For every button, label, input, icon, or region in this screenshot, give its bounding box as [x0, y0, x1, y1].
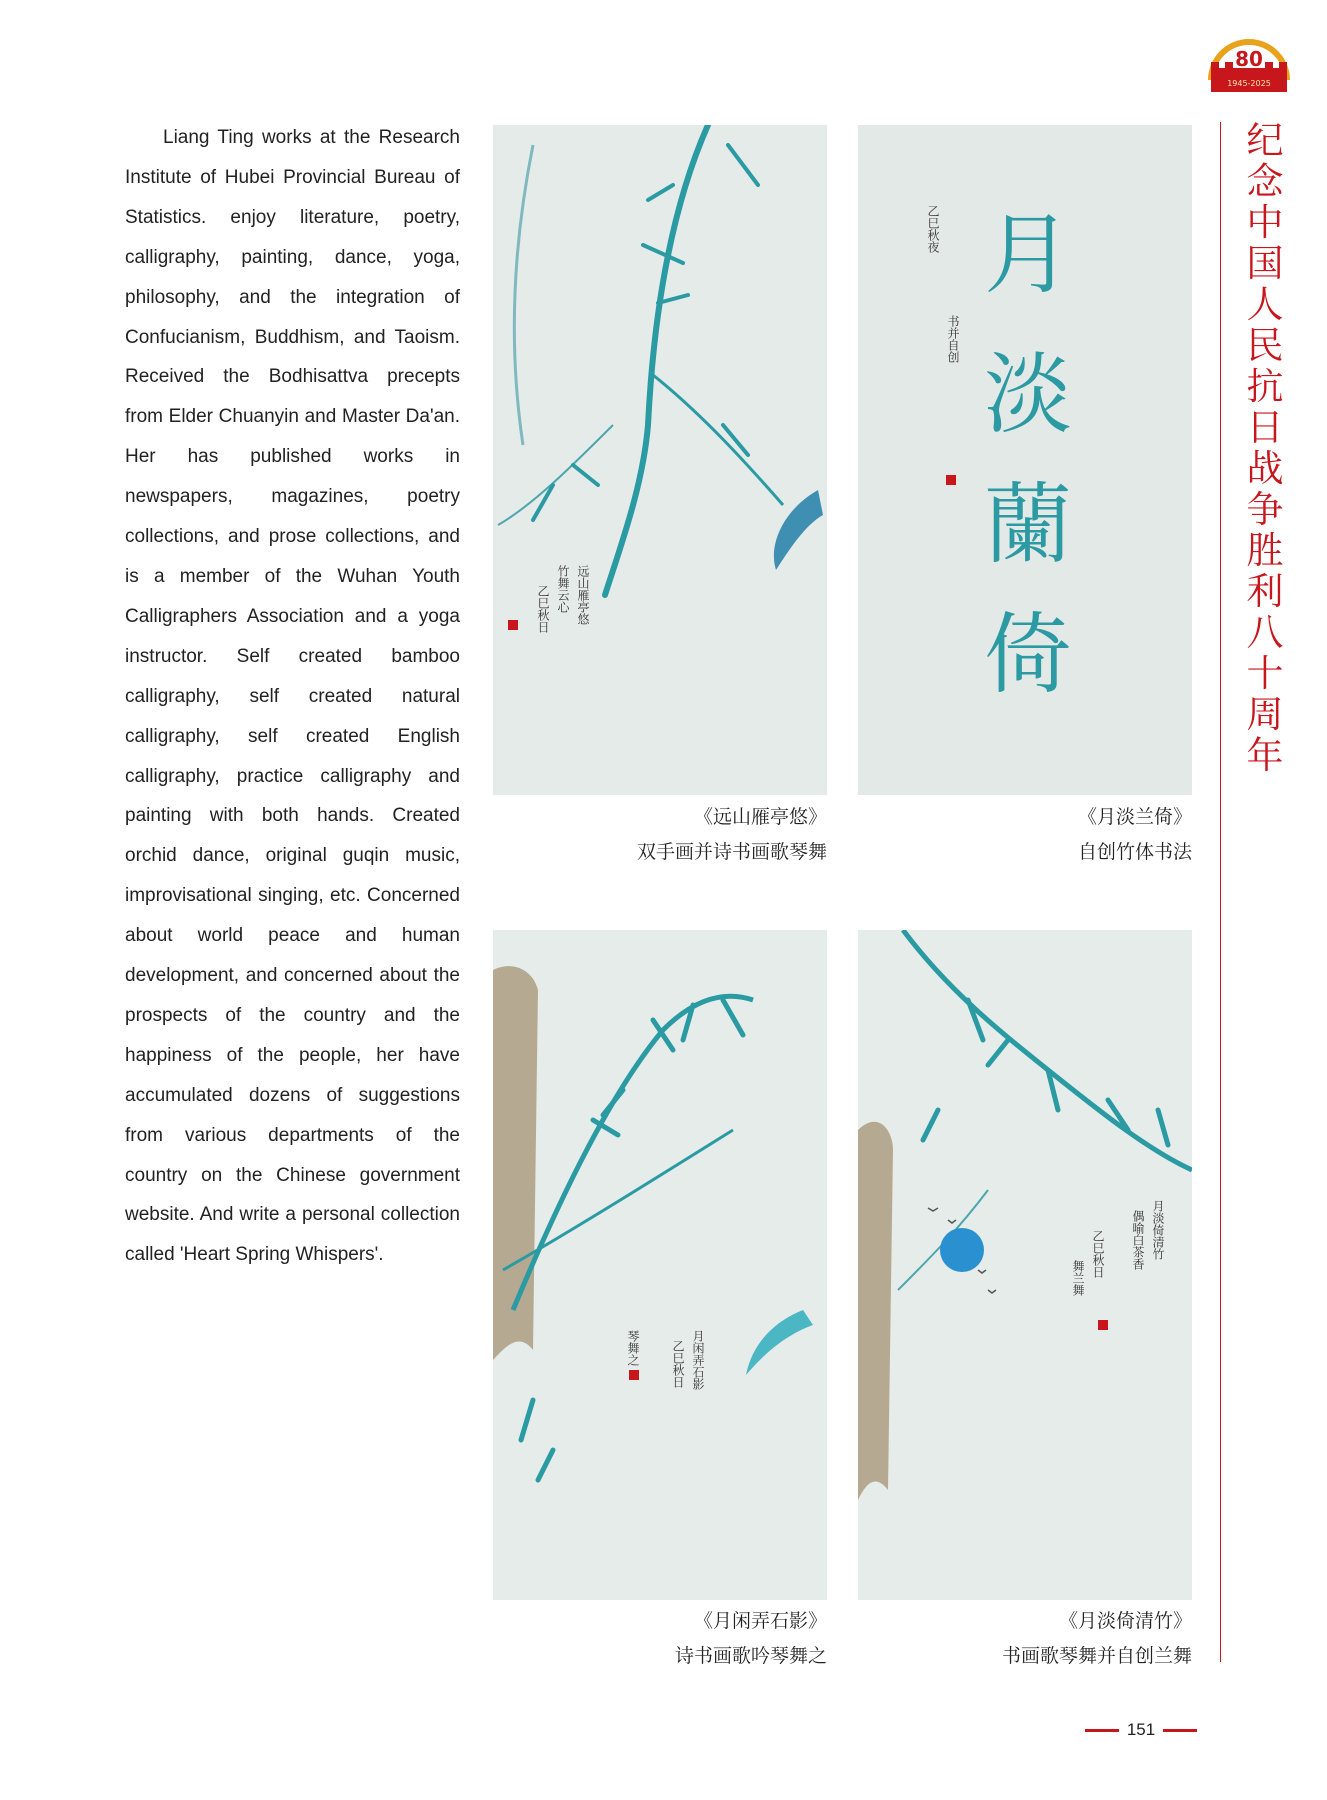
page-number-bar-left [1085, 1729, 1119, 1732]
svg-text:乙巳秋夜: 乙巳秋夜 [926, 205, 940, 253]
artwork-2-desc: 自创竹体书法 [1077, 841, 1192, 863]
artwork-3-desc: 诗书画歌吟琴舞之 [674, 1645, 827, 1667]
calligraphy-char-2: 淡 [983, 343, 1073, 446]
sidebar-divider [1220, 122, 1221, 1662]
calligraphy-char-1: 月 [983, 203, 1073, 306]
sidebar-title: 纪念中国人民抗日战争胜利八十周年 [1246, 119, 1284, 777]
page-number-bar-right [1163, 1729, 1197, 1732]
painting-2 [858, 125, 1192, 795]
artwork-1-desc: 双手画并诗书画歌琴舞 [636, 841, 827, 863]
anniversary-emblem-icon [1203, 22, 1295, 102]
svg-text:乙巳秋日: 乙巳秋日 [1091, 1230, 1105, 1278]
emblem-number: 80 [1235, 47, 1263, 71]
artwork-4-desc: 书画歌琴舞并自创兰舞 [1001, 1645, 1192, 1667]
svg-text:月闲弄石影: 月闲弄石影 [691, 1330, 705, 1390]
calligraphy-char-3: 蘭 [983, 473, 1073, 576]
painting-1-image [493, 125, 827, 795]
biography-text: Liang Ting works at the Research Institute of Hubei Provincial Bureau of Statistics. enjoy literature, poetry, calligraphy, painting, dance, yoga, philosophy, and the integration of Confucianism, Buddhism, and Taoism. Received the Bodhisattva precepts from Elder Chuanyin and Master Da'an. Her has published works in newspapers, magazines, poetry collections, and prose collections, and is a member of the Wuhan Youth Calligraphers Association and a yoga instructor. Self created bamboo calligraphy, self created natural calligraphy, self created English calligraphy, practice calligraphy and painting with both hands. Created orchid dance, original guqin music, improvisational singing, etc. Concerned about world peace and human development, and concerned about the prospects of the country and the happiness of the people, her have accumulated dozens of suggestions from various departments of the country on the Chinese government website. And write a personal collection called 'Heart Spring Whispers'. [125, 127, 460, 1266]
caption-4 [858, 1604, 1192, 1674]
painting-1 [493, 125, 827, 795]
painting-3 [493, 930, 827, 1600]
artwork-3-title: 《月闲弄石影》 [693, 1610, 827, 1632]
svg-text:乙巳秋日: 乙巳秋日 [536, 585, 550, 633]
painting-2-image [858, 125, 1192, 795]
svg-text:舞兰舞: 舞兰舞 [1071, 1260, 1085, 1296]
svg-text:偶喻白茶香: 偶喻白茶香 [1131, 1210, 1145, 1270]
caption-1 [493, 800, 827, 870]
painting-4-image [858, 930, 1192, 1600]
svg-text:月淡倚清竹: 月淡倚清竹 [1151, 1200, 1165, 1260]
svg-text:书并自创: 书并自创 [946, 315, 960, 363]
svg-text:远山雁亭悠: 远山雁亭悠 [576, 565, 590, 625]
artwork-4-title: 《月淡倚清竹》 [1058, 1610, 1192, 1632]
svg-text:琴舞之: 琴舞之 [626, 1330, 640, 1366]
page-number [1085, 1717, 1195, 1743]
emblem-years: 1945-2025 [1227, 79, 1271, 88]
page-number-text: 151 [1126, 1720, 1156, 1739]
caption-2 [858, 800, 1192, 870]
painting-3-image [493, 930, 827, 1600]
artwork-2-title: 《月淡兰倚》 [1077, 806, 1192, 828]
artwork-1-title: 《远山雁亭悠》 [693, 806, 827, 828]
calligraphy-char-4: 倚 [983, 603, 1073, 706]
caption-3 [493, 1604, 827, 1674]
svg-text:乙巳秋日: 乙巳秋日 [671, 1340, 685, 1388]
painting-4 [858, 930, 1192, 1600]
svg-text:竹舞云心: 竹舞云心 [556, 565, 570, 613]
